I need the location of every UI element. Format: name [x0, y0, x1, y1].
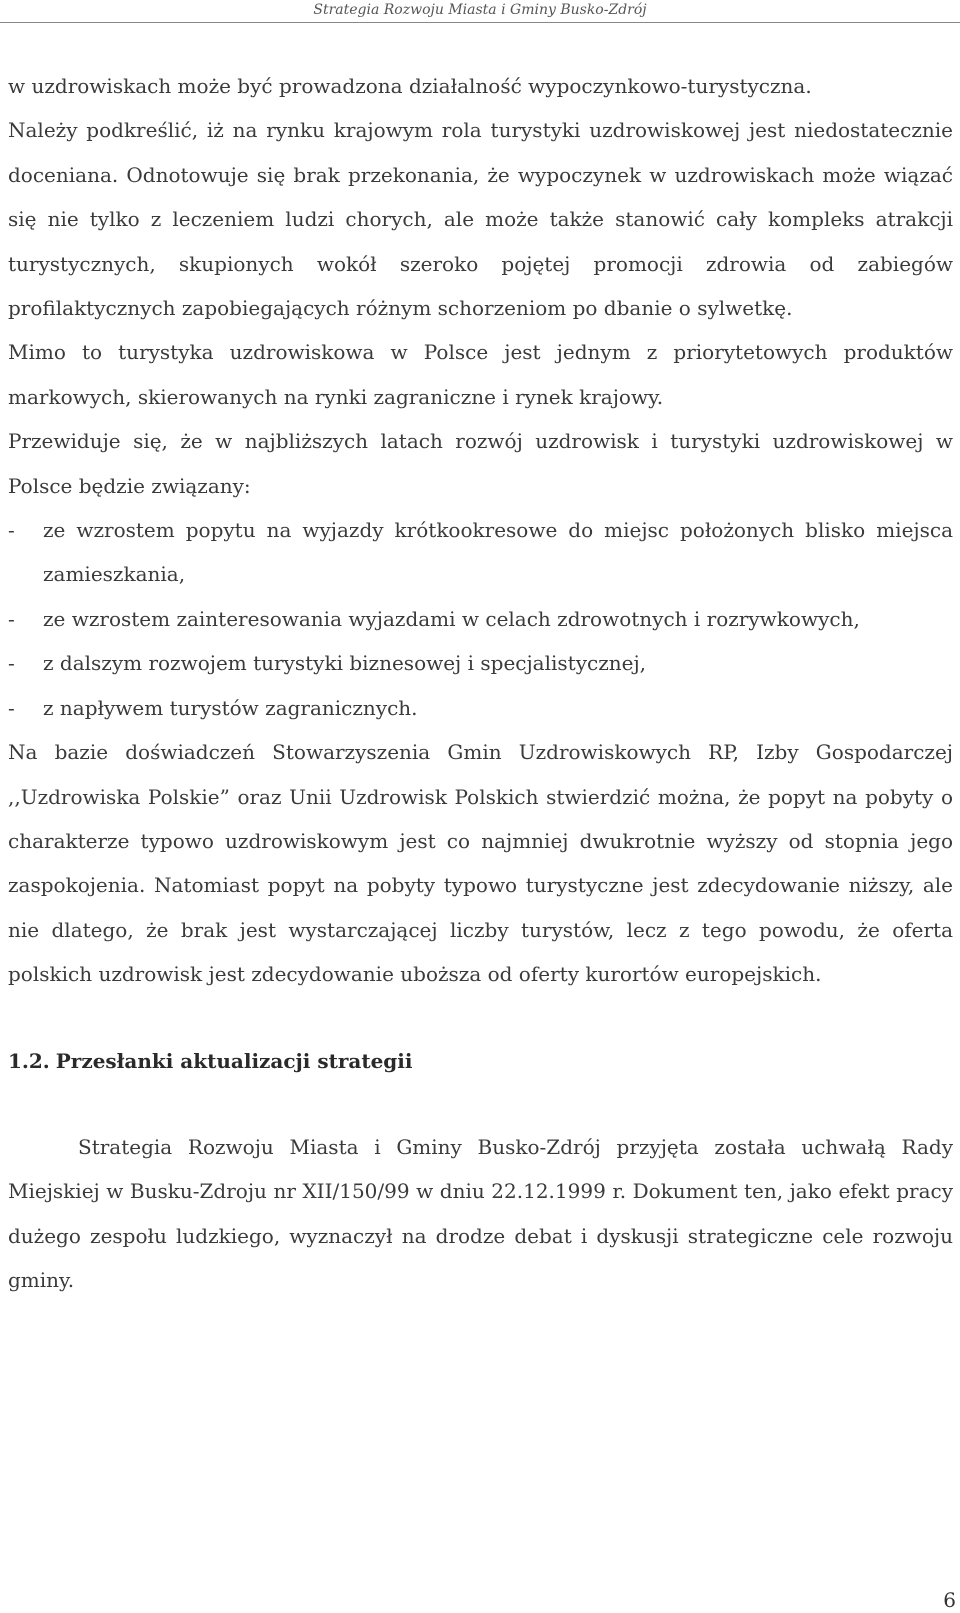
header-divider: [0, 22, 960, 23]
paragraph-3: Mimo to turystyka uzdrowiskowa w Polsce jest jednym z priorytetowych produktów markowych, skierowanych na rynki zagraniczne i rynek krajowy.: [8, 340, 953, 409]
list-item: [8, 686, 953, 730]
paragraph-4: Przewiduje się, że w najbliższych latach rozwój uzdrowisk i turystyki uzdrowiskowej w Polsce będzie związany:: [8, 429, 953, 498]
list-item: [8, 508, 953, 597]
section-heading: [8, 1039, 953, 1083]
section-spacer: [8, 997, 953, 1039]
list-dash: -: [8, 651, 15, 676]
paragraph-5: Na bazie doświadczeń Stowarzyszenia Gmin Uzdrowiskowych RP, Izby Gospodarczej ,,Uzdrowiska Polskie” oraz Unii Uzdrowisk Polskich stwierdzić można, że popyt na pobyty o charakterze typowo uzdrowiskowym jest co najmniej dwukrotnie wyższy od stopnia jego zaspokojenia. Natomiast popyt na pobyty typowo turystyczne jest zdecydowanie niższy, ale nie dlatego, że brak jest wystarczającej liczby turystów, lecz z tego powodu, że oferta polskich uzdrowisk jest zdecydowanie uboższa od oferty kurortów europejskich.: [8, 740, 953, 987]
section-title: Przesłanki aktualizacji strategii: [55, 1048, 413, 1073]
development-factors-list: [8, 508, 953, 730]
section-spacer: [8, 1083, 953, 1125]
list-item-text: ze wzrostem zainteresowania wyjazdami w celach zdrowotnych i rozrywkowych,: [43, 606, 860, 631]
list-dash: -: [8, 695, 15, 720]
list-item-text: ze wzrostem popytu na wyjazdy krótkookresowe do miejsc położonych blisko miejsca zamieszkania,: [43, 518, 953, 587]
section-number: 1.2.: [8, 1048, 50, 1073]
list-item-text: z napływem turystów zagranicznych.: [43, 695, 418, 720]
running-header: Strategia Rozwoju Miasta i Gminy Busko-Zdrój: [313, 2, 647, 18]
paragraph-2: Należy podkreślić, iż na rynku krajowym rola turystyki uzdrowiskowej jest niedostatecznie doceniana. Odnotowuje się brak przekonania, że wypoczynek w uzdrowiskach może wiązać się nie tylko z leczeniem ludzi chorych, ale może także stanowić cały kompleks atrakcji turystycznych, skupionych wokół szeroko pojętej promocji zdrowia od zabiegów profilaktycznych zapobiegających różnym schorzeniom po dbanie o sylwetkę.: [8, 118, 953, 321]
section-paragraph-1: Strategia Rozwoju Miasta i Gminy Busko-Zdrój przyjęta została uchwałą Rady Miejskiej w Busku-Zdroju nr XII/150/99 w dniu 22.12.1999 r. Dokument ten, jako efekt pracy dużego zespołu ludzkiego, wyznaczył na drodze debat i dyskusji strategiczne cele rozwoju gminy.: [8, 1134, 953, 1293]
list-item: [8, 597, 953, 641]
page-number: 6: [943, 1588, 956, 1612]
list-item: [8, 641, 953, 685]
list-dash: -: [8, 518, 15, 543]
page-content: [8, 64, 953, 1303]
list-dash: -: [8, 606, 15, 631]
list-item-text: z dalszym rozwojem turystyki biznesowej i specjalistycznej,: [43, 651, 647, 676]
paragraph-1: w uzdrowiskach może być prowadzona działalność wypoczynkowo-turystyczna.: [8, 74, 812, 98]
